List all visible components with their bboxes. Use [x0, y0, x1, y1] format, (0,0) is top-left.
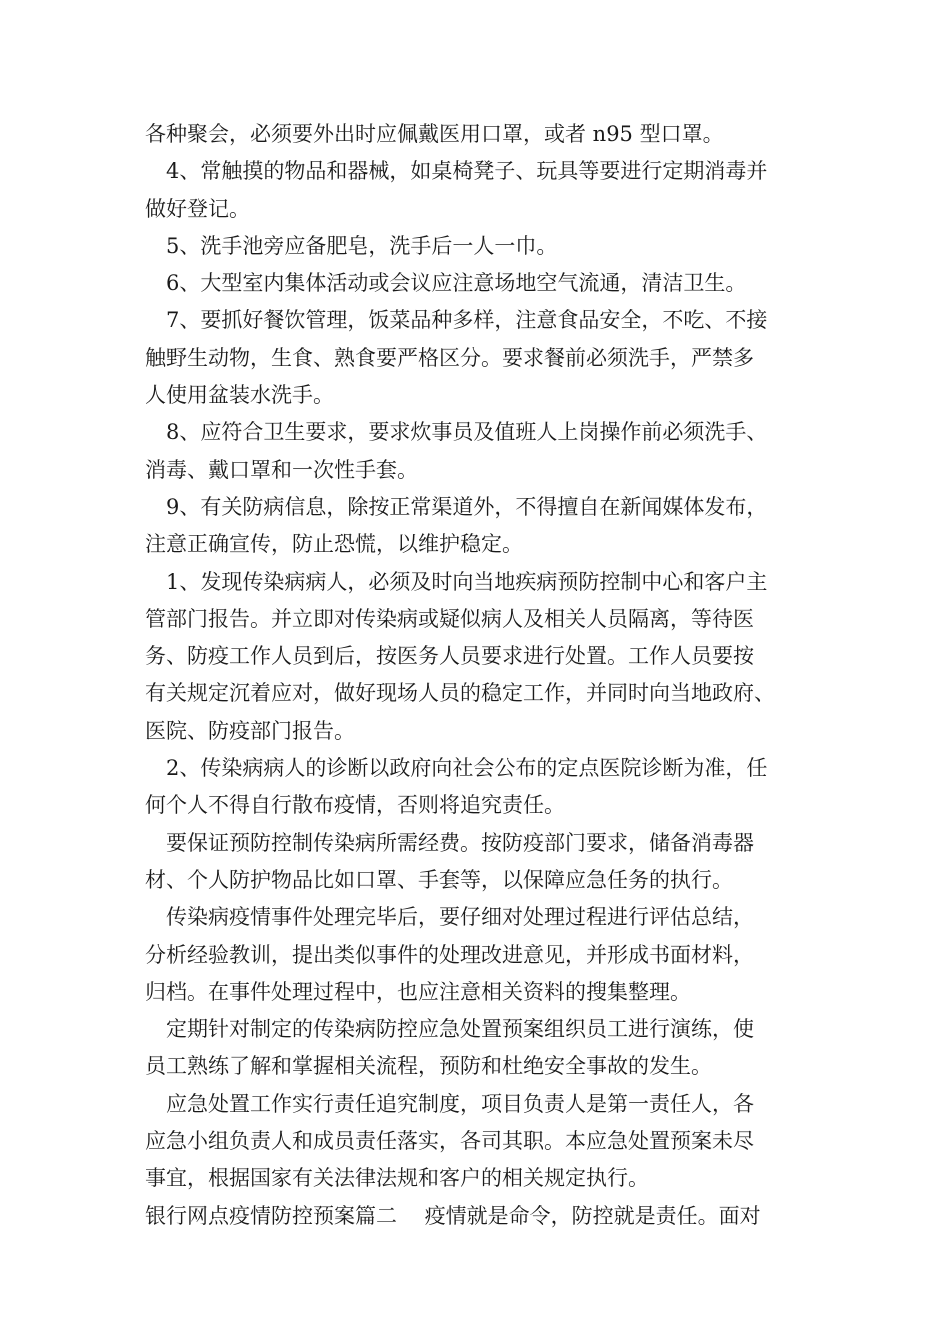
text-line: 材、个人防护物品比如口罩、手套等，以保障应急任务的执行。 — [145, 867, 733, 892]
text-line: 分析经验教训，提出类似事件的处理改进意见，并形成书面材料， — [145, 942, 754, 967]
text-line: 员工熟练了解和掌握相关流程，预防和杜绝安全事故的发生。 — [145, 1054, 712, 1079]
text-line: 4、常触摸的物品和器械，如桌椅凳子、玩具等要进行定期消毒并 — [166, 159, 768, 184]
text-line: 各种聚会，必须要外出时应佩戴医用口罩，或者 n95 型口罩。 — [145, 122, 724, 146]
text-line: 医院、防疫部门报告。 — [145, 718, 355, 743]
text-line: 应急处置工作实行责任追究制度，项目负责人是第一责任人，各 — [166, 1091, 754, 1116]
text-line: 应急小组负责人和成员责任落实，各司其职。本应急处置预案未尽 — [145, 1129, 754, 1154]
text-line: 5、洗手池旁应备肥皂，洗手后一人一巾。 — [166, 233, 558, 258]
text-line: 务、防疫工作人员到后，按医务人员要求进行处置。工作人员要按 — [145, 644, 754, 669]
text-line: 6、大型室内集体活动或会议应注意场地空气流通，清洁卫生。 — [166, 271, 747, 296]
text-line: 消毒、戴口罩和一次性手套。 — [145, 457, 418, 482]
text-line: 归档。在事件处理过程中，也应注意相关资料的搜集整理。 — [145, 979, 691, 1004]
text-line: 事宜，根据国家有关法律法规和客户的相关规定执行。 — [145, 1166, 649, 1191]
text-line: 注意正确宣传，防止恐慌，以维护稳定。 — [145, 532, 523, 557]
text-line: 定期针对制定的传染病防控应急处置预案组织员工进行演练，使 — [166, 1017, 754, 1042]
text-line: 何个人不得自行散布疫情，否则将追究责任。 — [145, 793, 565, 818]
text-line: 传染病疫情事件处理完毕后，要仔细对处理过程进行评估总结， — [166, 905, 754, 930]
text-line: 7、要抓好餐饮管理，饭菜品种多样，注意食品安全，不吃、不接 — [166, 308, 768, 333]
text-line: 有关规定沉着应对，做好现场人员的稳定工作，并同时向当地政府、 — [145, 681, 775, 706]
text-line: 2、传染病病人的诊断以政府向社会公布的定点医院诊断为准，任 — [166, 756, 768, 781]
text-line: 1、发现传染病病人，必须及时向当地疾病预防控制中心和客户主 — [166, 569, 768, 594]
text-line: 8、应符合卫生要求，要求炊事员及值班人上岗操作前必须洗手、 — [166, 420, 768, 445]
text-line: 9、有关防病信息，除按正常渠道外，不得擅自在新闻媒体发布， — [166, 494, 768, 519]
text-line: 做好登记。 — [145, 196, 250, 221]
text-line: 要保证预防控制传染病所需经费。按防疫部门要求，储备消毒器 — [166, 830, 754, 855]
text-line: 人使用盆装水洗手。 — [145, 383, 334, 408]
text-line: 管部门报告。并立即对传染病或疑似病人及相关人员隔离，等待医 — [145, 606, 754, 631]
document-body-text — [145, 116, 835, 1235]
text-line: 触野生动物，生食、熟食要严格区分。要求餐前必须洗手，严禁多 — [145, 345, 754, 370]
text-line: 银行网点疫情防控预案篇二 疫情就是命令，防控就是责任。面对 — [145, 1203, 761, 1228]
